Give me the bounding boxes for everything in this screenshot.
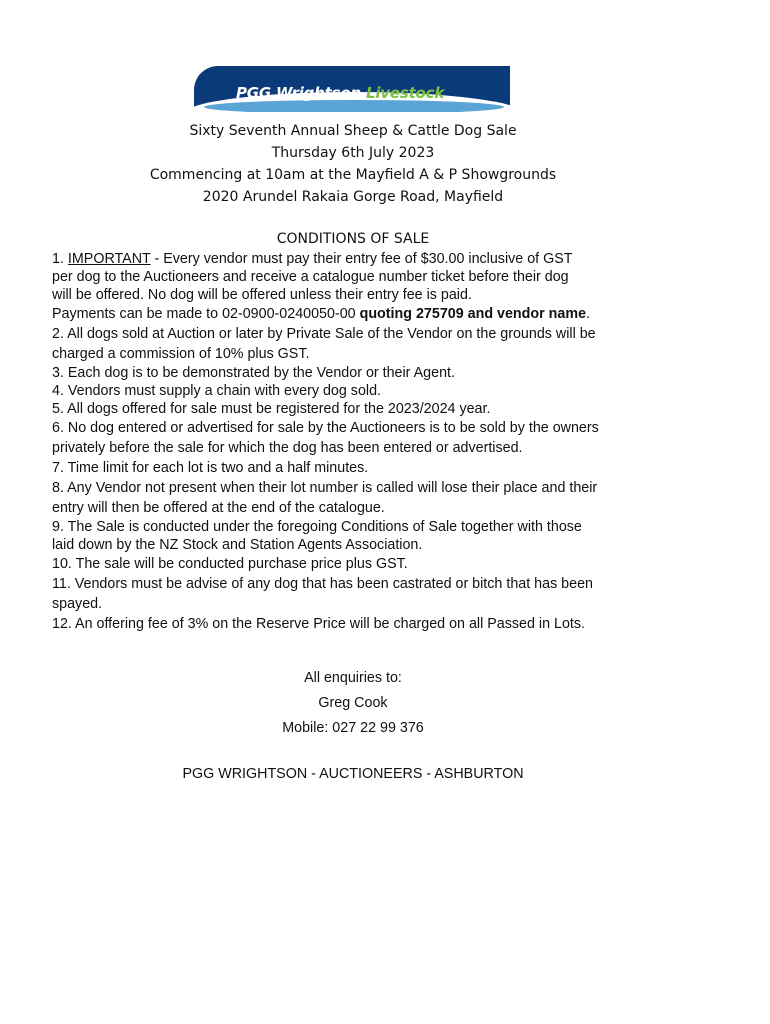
sale-address: 2020 Arundel Rakaia Gorge Road, Mayfield (202, 189, 504, 205)
contact-mobile: Mobile: 027 22 99 376 (282, 720, 424, 736)
pgg-wrightson-logo (194, 66, 510, 112)
enquiries-label: All enquiries to: (304, 670, 402, 686)
sale-date: Thursday 6th July 2023 (271, 145, 435, 161)
sale-time-venue: Commencing at 10am at the Mayfield A & P Showgrounds (149, 167, 557, 183)
condition-12: 12. An offering fee of 3% on the Reserve Price will be charged on all Passed in Lots. (52, 616, 586, 632)
payment-account: Payments can be made to 02-0900-0240050-00 (52, 306, 360, 322)
condition-2-line-2: charged a commission of 10% plus GST. (52, 346, 310, 362)
payment-reference: quoting 275709 and vendor name (359, 306, 587, 322)
logo-brand: PGG Wrightson (236, 84, 361, 102)
condition-1-line-3: will be offered. No dog will be offered unless their entry fee is paid. (52, 287, 472, 303)
payment-suffix: . (586, 306, 591, 322)
condition-6-line-2: privately before the sale for which the dog has been entered or advertised. (52, 440, 523, 456)
condition-9-line-1: 9. The Sale is conducted under the foregoing Conditions of Sale together with those (52, 519, 582, 535)
condition-7: 7. Time limit for each lot is two and a half minutes. (52, 460, 369, 476)
condition-2-line-1: 2. All dogs sold at Auction or later by Private Sale of the Vendor on the grounds will be (52, 326, 596, 342)
condition-4: 4. Vendors must supply a chain with every dog sold. (52, 383, 382, 399)
sale-header (0, 120, 706, 208)
payment-details (52, 304, 752, 324)
logo-division: Livestock (365, 84, 445, 102)
condition-1-number: 1. (52, 251, 68, 267)
condition-10: 10. The sale will be conducted purchase price plus GST. (52, 556, 408, 572)
sale-title: Sixty Seventh Annual Sheep & Cattle Dog Sale (189, 123, 517, 139)
condition-1-line-2: per dog to the Auctioneers and receive a catalogue number ticket before their dog (52, 269, 569, 285)
condition-8-line-2: entry will then be offered at the end of the catalogue. (52, 500, 385, 516)
important-label: IMPORTANT (67, 251, 151, 267)
condition-3: 3. Each dog is to be demonstrated by the Vendor or their Agent. (52, 365, 455, 381)
condition-11-line-1: 11. Vendors must be advise of any dog that has been castrated or bitch that has been (52, 576, 593, 592)
condition-1-line-1 (52, 250, 752, 268)
condition-11-line-2: spayed. (52, 596, 103, 612)
conditions-list (52, 250, 752, 634)
condition-5: 5. All dogs offered for sale must be registered for the 2023/2024 year. (52, 401, 491, 417)
enquiries-block (0, 668, 706, 743)
condition-9-line-2: laid down by the NZ Stock and Station Agents Association. (52, 537, 423, 553)
logo-text (236, 84, 444, 102)
contact-name: Greg Cook (318, 695, 388, 711)
condition-6-line-1: 6. No dog entered or advertised for sale by the Auctioneers is to be sold by the owners (52, 420, 599, 436)
condition-1-text: - Every vendor must pay their entry fee of $30.00 inclusive of GST (150, 251, 573, 267)
condition-8-line-1: 8. Any Vendor not present when their lot number is called will lose their place and their (52, 480, 598, 496)
conditions-title: CONDITIONS OF SALE (276, 231, 430, 247)
auctioneer-footer: PGG WRIGHTSON - AUCTIONEERS - ASHBURTON (182, 766, 524, 782)
